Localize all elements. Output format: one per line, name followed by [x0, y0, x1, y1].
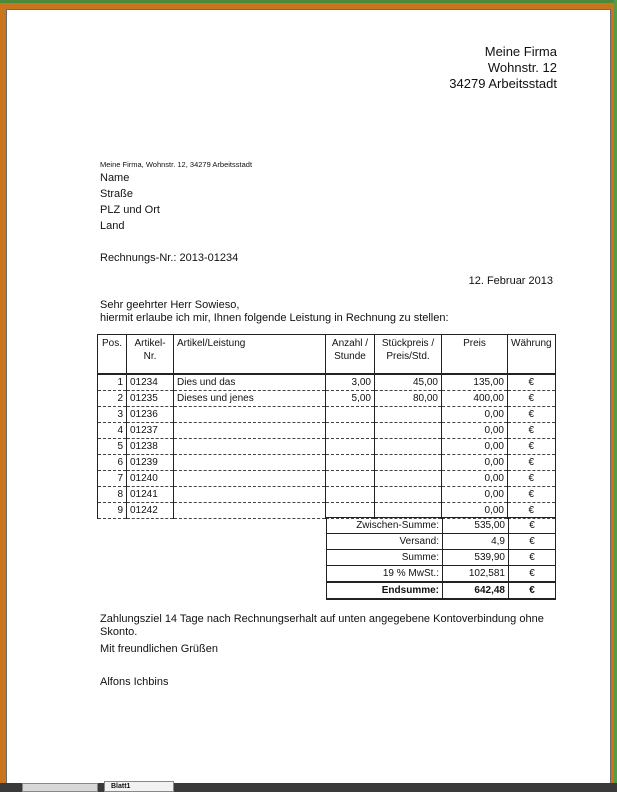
row-quantity: 5,00 [326, 391, 375, 407]
shipping-label: Versand: [327, 534, 443, 550]
row-price: 0,00 [442, 487, 508, 503]
row-article: 01236 [127, 407, 174, 423]
payment-terms-line1: Zahlungsziel 14 Tage nach Rechnungserhalt auf unten angegebene Kontoverbindung ohne [100, 613, 544, 625]
row-unit-price: 80,00 [375, 391, 442, 407]
header-unit-line2: Preis/Std. [386, 351, 430, 362]
row-currency: € [508, 407, 556, 423]
row-price: 0,00 [442, 503, 508, 519]
header-unit-line1: Stückpreis / [381, 338, 435, 349]
row-article: 01239 [127, 455, 174, 471]
totals-row [327, 534, 556, 550]
row-pos: 8 [98, 487, 127, 503]
grand-total-label: Endsumme: [327, 582, 443, 599]
greeting: Sehr geehrter Herr Sowieso, [100, 299, 240, 311]
row-currency: € [508, 374, 556, 391]
row-article: 01235 [127, 391, 174, 407]
row-description [174, 455, 326, 471]
header-currency: Währung [508, 335, 556, 375]
totals-table [326, 517, 556, 600]
invoice-table [97, 334, 556, 519]
row-price: 0,00 [442, 439, 508, 455]
row-currency: € [508, 503, 556, 519]
row-unit-price [375, 439, 442, 455]
table-row [98, 487, 556, 503]
row-price: 0,00 [442, 455, 508, 471]
row-price: 135,00 [442, 374, 508, 391]
totals-row [327, 518, 556, 534]
table-row [98, 439, 556, 455]
recipient-street: Straße [100, 188, 134, 200]
row-quantity [326, 471, 375, 487]
row-price: 0,00 [442, 407, 508, 423]
row-unit-price: 45,00 [375, 374, 442, 391]
row-quantity [326, 455, 375, 471]
row-quantity [326, 423, 375, 439]
recipient-country: Land [100, 220, 125, 232]
row-pos: 1 [98, 374, 127, 391]
header-qty-line2: Stunde [334, 351, 366, 362]
header-article-line1: Artikel- [134, 338, 166, 349]
sheet-tab-blatt1[interactable]: Blatt1 [104, 781, 174, 792]
table-row [98, 471, 556, 487]
row-quantity [326, 439, 375, 455]
row-article: 01237 [127, 423, 174, 439]
row-currency: € [508, 487, 556, 503]
table-row [98, 374, 556, 391]
table-row [98, 391, 556, 407]
row-currency: € [508, 439, 556, 455]
table-row [98, 423, 556, 439]
recipient-zip-city: PLZ und Ort [100, 204, 160, 216]
header-qty-line1: Anzahl / [331, 338, 369, 349]
row-pos: 6 [98, 455, 127, 471]
grand-total-row [327, 582, 556, 599]
row-currency: € [508, 391, 556, 407]
row-article: 01241 [127, 487, 174, 503]
vat-value: 102,581 [443, 566, 509, 583]
row-description [174, 487, 326, 503]
row-article: 01242 [127, 503, 174, 519]
window-frame-top [0, 0, 617, 3]
row-description [174, 423, 326, 439]
totals-row [327, 550, 556, 566]
totals-row [327, 566, 556, 583]
vat-label: 19 % MwSt.: [327, 566, 443, 583]
row-description [174, 503, 326, 519]
sum-value: 539,90 [443, 550, 509, 566]
row-article: 01234 [127, 374, 174, 391]
sender-street: Wohnstr. 12 [487, 60, 557, 75]
vat-currency: € [509, 566, 556, 583]
sender-company: Meine Firma [484, 44, 557, 59]
row-unit-price [375, 423, 442, 439]
closing: Mit freundlichen Grüßen [100, 643, 218, 655]
header-unit-price [375, 335, 442, 375]
row-quantity [326, 487, 375, 503]
sender-city: 34279 Arbeitsstadt [449, 76, 557, 91]
row-description: Dies und das [174, 374, 326, 391]
grand-total-value: 642,48 [443, 582, 509, 599]
row-currency: € [508, 471, 556, 487]
subtotal-currency: € [509, 518, 556, 534]
row-currency: € [508, 455, 556, 471]
invoice-number: Rechnungs-Nr.: 2013-01234 [100, 252, 239, 264]
subtotal-label: Zwischen-Summe: [327, 518, 443, 534]
row-pos: 9 [98, 503, 127, 519]
row-quantity [326, 407, 375, 423]
shipping-currency: € [509, 534, 556, 550]
row-pos: 7 [98, 471, 127, 487]
row-price: 0,00 [442, 471, 508, 487]
row-unit-price [375, 455, 442, 471]
sender-address [449, 44, 557, 92]
header-article-line2: Nr. [143, 351, 157, 362]
row-description [174, 407, 326, 423]
recipient-name: Name [100, 172, 130, 184]
return-address-line: Meine Firma, Wohnstr. 12, 34279 Arbeitsstadt [100, 160, 253, 169]
header-price: Preis [442, 335, 508, 375]
row-description [174, 471, 326, 487]
row-price: 400,00 [442, 391, 508, 407]
row-article: 01240 [127, 471, 174, 487]
signature: Alfons Ichbins [100, 676, 169, 688]
payment-terms-line2: Skonto. [100, 626, 138, 638]
sheet-scroll-area[interactable] [22, 783, 98, 792]
subtotal-value: 535,00 [443, 518, 509, 534]
sum-currency: € [509, 550, 556, 566]
intro-text: hiermit erlaube ich mir, Ihnen folgende Leistung in Rechnung zu stellen: [100, 312, 449, 324]
row-quantity: 3,00 [326, 374, 375, 391]
row-unit-price [375, 487, 442, 503]
header-description: Artikel/Leistung [174, 335, 326, 375]
row-pos: 4 [98, 423, 127, 439]
header-article [127, 335, 174, 375]
table-header-row [98, 335, 556, 375]
sum-label: Summe: [327, 550, 443, 566]
row-price: 0,00 [442, 423, 508, 439]
invoice-date: 12. Februar 2013 [468, 275, 553, 287]
row-currency: € [508, 423, 556, 439]
row-unit-price [375, 407, 442, 423]
row-description [174, 439, 326, 455]
row-unit-price [375, 471, 442, 487]
table-row [98, 455, 556, 471]
shipping-value: 4,9 [443, 534, 509, 550]
header-quantity [326, 335, 375, 375]
table-row [98, 407, 556, 423]
row-pos: 3 [98, 407, 127, 423]
row-pos: 5 [98, 439, 127, 455]
header-pos: Pos. [98, 335, 127, 375]
row-pos: 2 [98, 391, 127, 407]
grand-total-currency: € [509, 582, 556, 599]
row-description: Dieses und jenes [174, 391, 326, 407]
row-article: 01238 [127, 439, 174, 455]
